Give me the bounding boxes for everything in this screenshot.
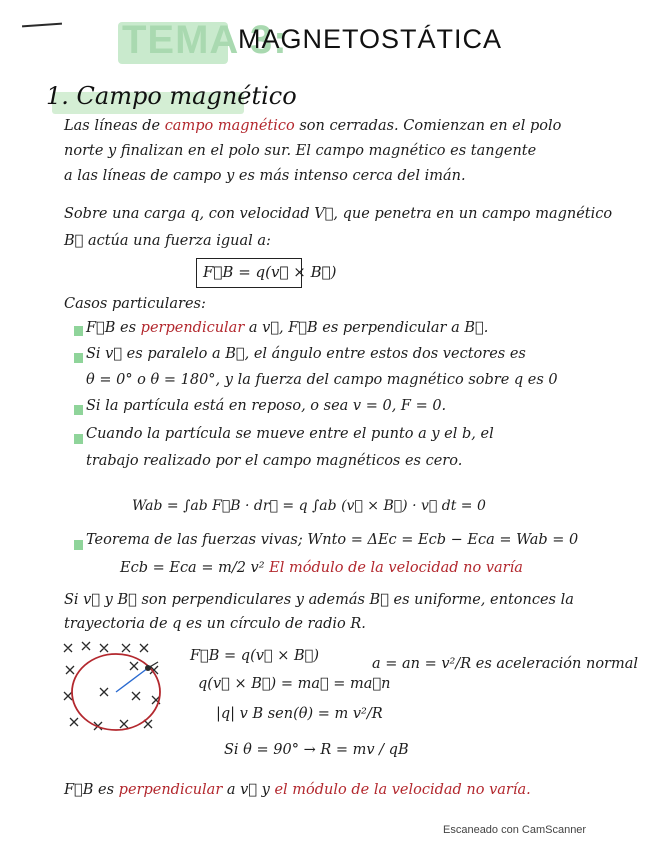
case-4-line-1: Cuando la partícula se mueve entre el punto a y el b, el [86,426,494,442]
bullet-1 [74,326,83,336]
case-1-text: a v⃗, F⃗B es perpendicular a B⃗. [248,320,489,336]
radius-line [116,668,148,692]
intro-line-3: a las líneas de campo y es más intenso cerca del imán. [64,168,466,184]
header-dash [22,23,62,28]
force-line-1: Sobre una carga q, con velocidad V⃗, que penetra en un campo magnético [64,206,613,222]
case-2-line-1: Si v⃗ es paralelo a B⃗, el ángulo entre estos dos vectores es [86,346,526,362]
field-cross-marks [64,642,160,730]
work-formula: Wab = ∫ab F⃗B · dr⃗ = q ∫ab (v⃗ × B⃗) · v⃗ dt = 0 [132,498,486,514]
tema-label: TEMA 3: [122,18,288,62]
bullet-4 [74,434,83,444]
circ-eq-4: Si θ = 90° → R = mv / qB [224,742,409,758]
section-title: 1. Campo magnético [46,82,297,110]
final-text: F⃗B es [64,782,115,798]
intro-red-term: campo magnético [164,118,295,134]
final-red-1: perpendicular [118,782,223,798]
page-title: MAGNETOSTÁTICA [238,24,503,54]
theorem-line-2 [120,560,523,576]
cases-heading: Casos particulares: [64,296,206,312]
intro-line-2: norte y finalizan en el polo sur. El campo magnético es tangente [64,143,537,159]
velocity-constant-note: El módulo de la velocidad no varía [269,560,523,576]
intro-line-1 [64,118,561,134]
intro-text: Las líneas de [64,118,161,134]
final-red-2: el módulo de la velocidad no varía. [274,782,531,798]
intro-text: son cerradas. Comienzan en el polo [299,118,562,134]
theorem-line-1: Teorema de las fuerzas vivas; Wnto = ΔEc = Ecb − Eca = Wab = 0 [86,532,579,548]
circ-eq-3: |q| v B sen(θ) = m v²/R [216,706,383,722]
circ-eq-1: F⃗B = q(v⃗ × B⃗) [190,648,319,664]
final-line [64,782,531,798]
case-2-line-2: θ = 0° o θ = 180°, y la fuerza del campo magnético sobre q es 0 [86,372,558,388]
bullet-3 [74,405,83,415]
case-1-text: F⃗B es [86,320,137,336]
lorentz-formula: F⃗B = q(v⃗ × B⃗) [203,263,337,281]
final-text: a v⃗ y [226,782,270,798]
circular-trajectory-diagram [60,640,180,740]
case-3: Si la partícula está en reposo, o sea v = 0, F = 0. [86,398,447,414]
case-1 [86,320,488,336]
bullet-5 [74,540,83,550]
circular-line-1: Si v⃗ y B⃗ son perpendiculares y además B⃗ es uniforme, entonces la [64,592,574,608]
case-4-line-2: trabajo realizado por el campo magnéticos es cero. [86,453,463,469]
scanner-watermark: Escaneado con CamScanner [443,824,587,836]
case-1-red: perpendicular [140,320,245,336]
kinetic-energy-eq: Ecb = Eca = m/2 v² [120,560,265,576]
circ-eq-2: q(v⃗ × B⃗) = ma⃗ = ma⃗n [198,676,391,692]
circular-line-2: trayectoria de q es un círculo de radio R. [64,616,366,632]
normal-accel-note: a = an = v²/R es aceleración normal [372,656,639,672]
force-line-2: B⃗ actúa una fuerza igual a: [64,233,271,249]
bullet-2 [74,353,83,363]
